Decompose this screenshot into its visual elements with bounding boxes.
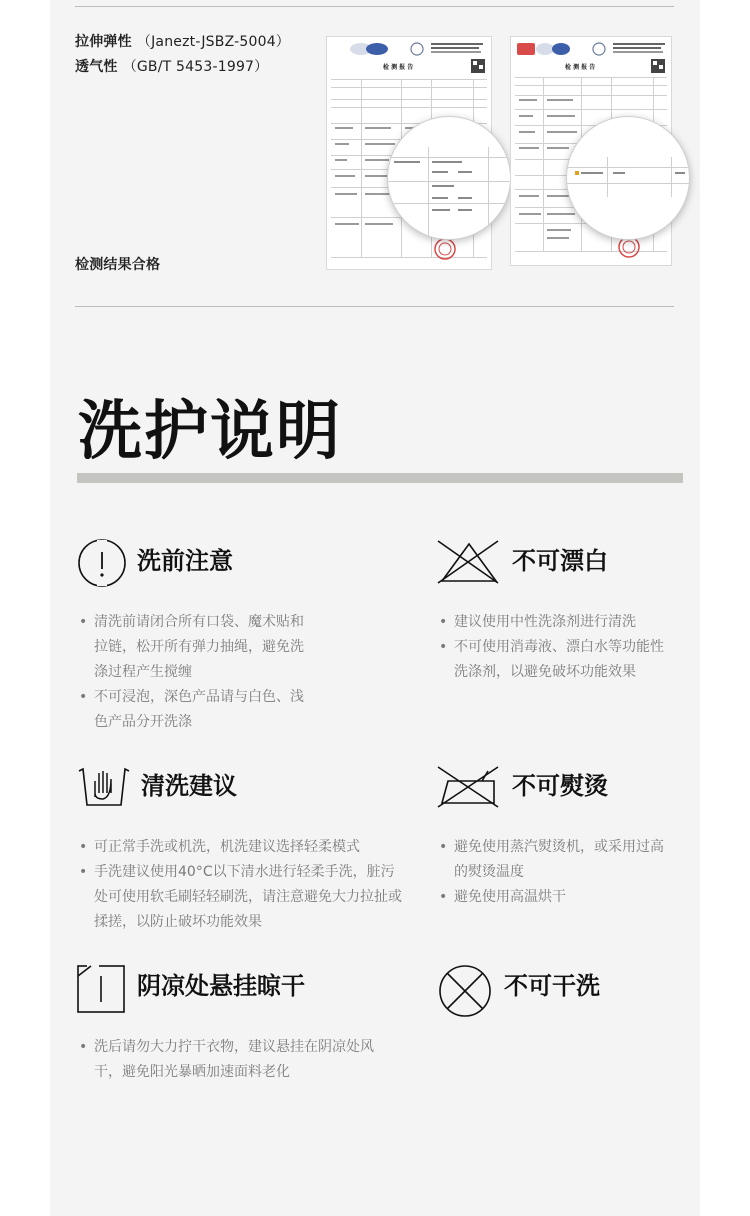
care-heading: 洗护说明 [78,395,342,469]
line-dry-shade-icon [77,962,127,1014]
section-title-line-dry: 阴凉处悬挂晾干 [137,972,305,1000]
no-dry-clean-icon [436,964,494,1018]
list-item: • 可正常手洗或机洗，机洗建议选择轻柔模式 [76,835,406,860]
hand-wash-icon [77,763,131,809]
section-title-no-bleach: 不可漂白 [512,547,608,575]
section-title-prewash: 洗前注意 [137,547,233,575]
test-line-breathability: 透气性 （GB/T 5453-1997） [75,59,269,75]
no-iron-icon [436,763,502,809]
list-item: • 洗后请勿大力拧干衣物，建议悬挂在阴凉处风干，避免阳光暴晒加速面料老化 [76,1035,386,1085]
heading-underline-bar [77,473,683,483]
middle-divider [75,306,674,307]
list-item: • 手洗建议使用40°C以下清水进行轻柔手洗，脏污处可使用软毛刷轻轻刷洗，请注意避免大力拉扯或揉搓，以防止破坏功能效果 [76,860,406,935]
list-item: • 避免使用蒸汽熨烫机，或采用过高的熨烫温度 [436,835,676,885]
report-2-title: 检 测 报 告 [565,64,596,71]
washing-list [76,835,406,935]
no-iron-list [436,835,676,910]
magnifier-1-graphic [388,117,510,239]
report-2-magnifier [566,116,690,240]
section-title-washing: 清洗建议 [141,772,237,800]
section-title-no-iron: 不可熨烫 [512,772,608,800]
prewash-list [76,610,316,735]
list-item: • 不可使用消毒液、漂白水等功能性洗涤剂，以避免破坏功能效果 [436,635,676,685]
list-item: • 建议使用中性洗涤剂进行清洗 [436,610,676,635]
list-item: • 清洗前请闭合所有口袋、魔术贴和拉链，松开所有弹力抽绳，避免洗涤过程产生搅缠 [76,610,316,685]
report-1-title: 检 测 报 告 [383,64,414,71]
test-pass-text: 检测结果合格 [75,257,161,273]
top-divider [75,6,674,7]
list-item: • 不可浸泡，深色产品请与白色、浅色产品分开洗涤 [76,685,316,735]
no-bleach-icon [436,539,502,585]
caution-icon [77,538,127,588]
list-item: • 避免使用高温烘干 [436,885,676,910]
line-dry-list [76,1035,386,1085]
report-1-magnifier [387,116,511,240]
magnifier-2-graphic [567,117,689,239]
section-title-no-dry-clean: 不可干洗 [504,972,600,1000]
test-line-elasticity: 拉伸弹性 （Janezt-JSBZ-5004） [75,34,290,50]
no-bleach-list [436,610,676,685]
